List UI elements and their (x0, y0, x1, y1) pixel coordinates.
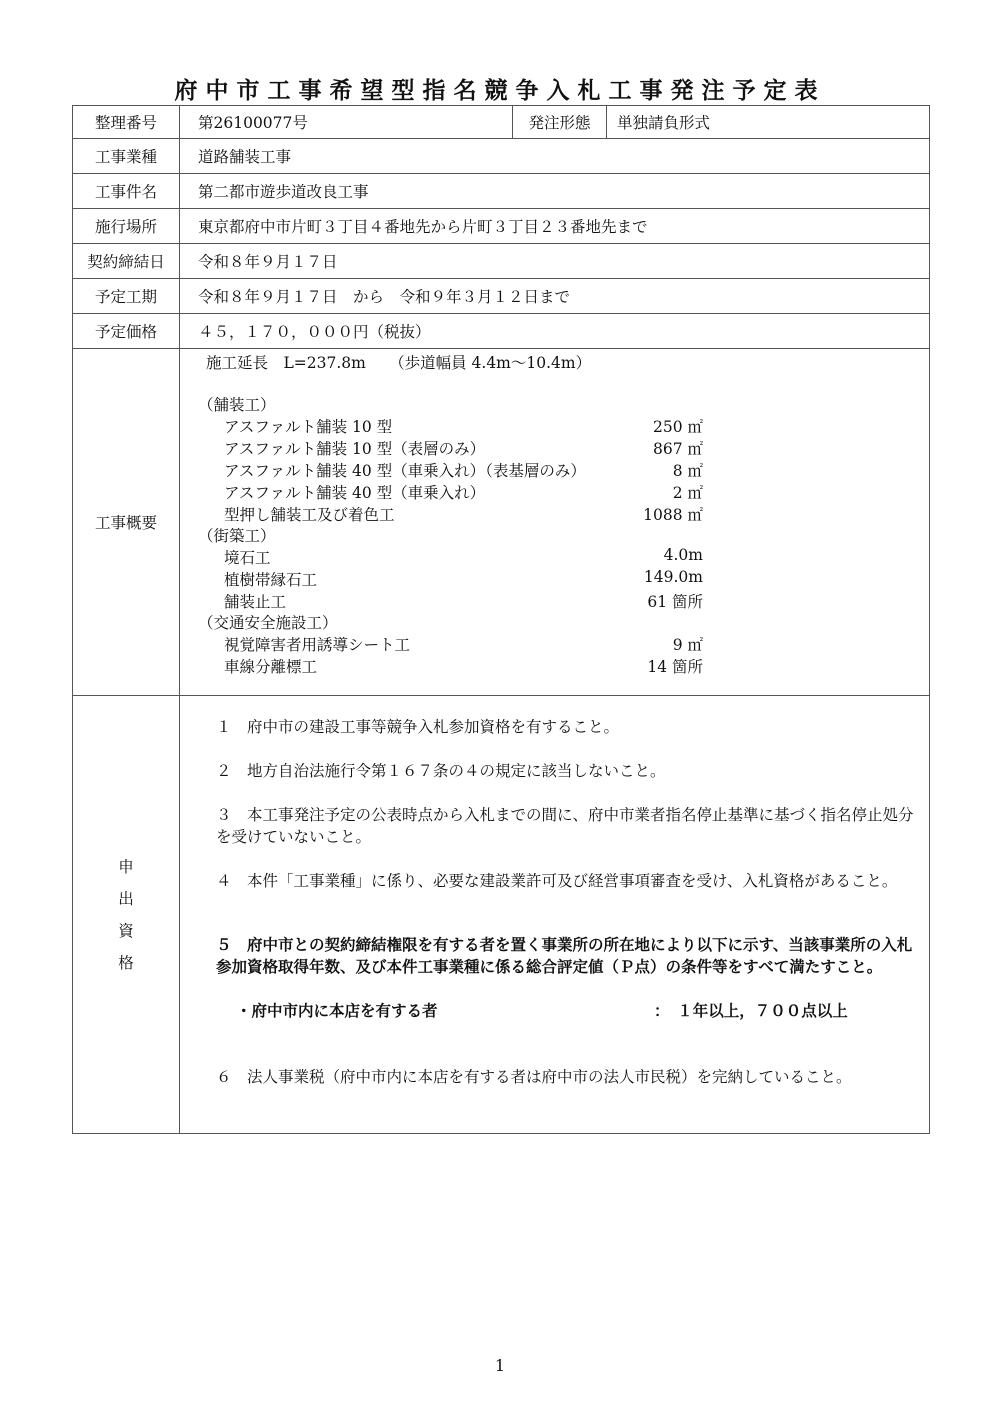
qualification-label-char: 申 (118, 857, 134, 876)
row-category (73, 139, 930, 174)
overview-item-name: アスファルト舗装 40 型（車乗入れ） (224, 484, 486, 502)
overview-item-name: 舗装止工 (224, 593, 287, 611)
qualification-item-1: １ 府中市の建設工事等競争入札参加資格を有すること。 (216, 718, 620, 736)
location-label: 施行場所 (73, 209, 180, 244)
overview-item-name: 植樹帯縁石工 (224, 571, 318, 589)
overview-cell (180, 349, 930, 696)
location-value: 東京都府中市片町３丁目４番地先から片町３丁目２３番地先まで (180, 209, 930, 244)
number-value: 第26100077号 (180, 106, 513, 139)
number-label: 整理番号 (73, 106, 180, 139)
overview-item-value: 4.0m (663, 546, 703, 564)
overview-group-safety: （交通安全施設工） (198, 614, 338, 632)
overview-item-name: アスファルト舗装 40 型（車乗入れ）（表基層のみ） (224, 462, 586, 480)
contract-date-label: 契約締結日 (73, 244, 180, 279)
overview-item-value: 8 ㎡ (672, 462, 703, 480)
overview-extension: 施工延長 L=237.8m （歩道幅員 4.4m〜10.4m） (206, 354, 592, 372)
qualification-item-3: ３ 本工事発注予定の公表時点から入札までの間に、府中市業者指名停止基準に基づく指名停止処分を受けていないこと。 (216, 806, 914, 846)
order-schedule-table (72, 105, 930, 1134)
overview-item-value: 14 箇所 (647, 658, 703, 676)
period-value: 令和８年９月１７日 から 令和９年３月１２日まで (180, 279, 930, 314)
row-number (73, 106, 930, 139)
price-value: ４５，１７０，０００円（税抜） (180, 314, 930, 349)
qualification-label-char: 資 (118, 921, 134, 940)
overview-item-name: 型押し舗装工及び着色工 (224, 506, 395, 524)
name-label: 工事件名 (73, 174, 180, 209)
row-location (73, 209, 930, 244)
row-contract-date (73, 244, 930, 279)
qualification-label-char: 格 (118, 953, 134, 972)
row-period (73, 279, 930, 314)
overview-label: 工事概要 (73, 349, 180, 696)
overview-item-name: 車線分離標工 (224, 658, 318, 676)
qualification-item-4: ４ 本件「工事業種」に係り、必要な建設業許可及び経営事項審査を受け、入札資格があること。 (216, 872, 898, 890)
overview-group-street: （街築工） (198, 527, 276, 545)
overview-item-name: 境石工 (224, 549, 271, 567)
overview-group-pavement: （舗装工） (198, 396, 276, 414)
price-label: 予定価格 (73, 314, 180, 349)
qualification-label-char: 出 (118, 889, 134, 908)
row-name (73, 174, 930, 209)
qualification-item-6: ６ 法人事業税（府中市内に本店を有する者は府中市の法人市民税）を完納していること。 (216, 1068, 852, 1086)
category-value: 道路舗装工事 (180, 139, 930, 174)
overview-item-name: アスファルト舗装 10 型 (224, 418, 393, 436)
qualification-label (73, 696, 180, 1134)
row-qualification (73, 696, 930, 1134)
overview-item-value: 867 ㎡ (652, 440, 703, 458)
qualification-item-2: ２ 地方自治法施行令第１６７条の４の規定に該当しないこと。 (216, 762, 666, 780)
overview-item-value: 61 箇所 (647, 593, 703, 611)
row-price (73, 314, 930, 349)
qualification-cell (180, 696, 930, 1134)
qualification-condition-value: ： １年以上，７００点以上 (654, 1002, 848, 1020)
order-type-label: 発注形態 (513, 106, 607, 139)
category-label: 工事業種 (73, 139, 180, 174)
overview-item-value: 250 ㎡ (652, 418, 703, 436)
qualification-item-5: ５ 府中市との契約締結権限を有する者を置く事業所の所在地により以下に示す、当該事業所の入札参加資格取得年数、及び本件工事業種に係る総合評定値（Ｐ点）の条件等をすべて満たすこと。 (216, 936, 913, 976)
overview-item-value: 2 ㎡ (672, 484, 703, 502)
page-title: 府中市工事希望型指名競争入札工事発注予定表 (174, 78, 826, 104)
page-number: 1 (494, 1356, 506, 1375)
overview-item-name: 視覚障害者用誘導シート工 (224, 636, 411, 654)
overview-item-value: 1088 ㎡ (643, 506, 703, 524)
overview-item-name: アスファルト舗装 10 型（表層のみ） (224, 440, 486, 458)
overview-item-value: 149.0m (643, 568, 703, 586)
row-overview (73, 349, 930, 696)
period-label: 予定工期 (73, 279, 180, 314)
order-type-value: 単独請負形式 (607, 106, 930, 139)
overview-item-value: 9 ㎡ (672, 636, 703, 654)
contract-date-value: 令和８年９月１７日 (180, 244, 930, 279)
qualification-condition-label: ・府中市内に本店を有する者 (236, 1002, 438, 1020)
name-value: 第二都市遊歩道改良工事 (180, 174, 930, 209)
